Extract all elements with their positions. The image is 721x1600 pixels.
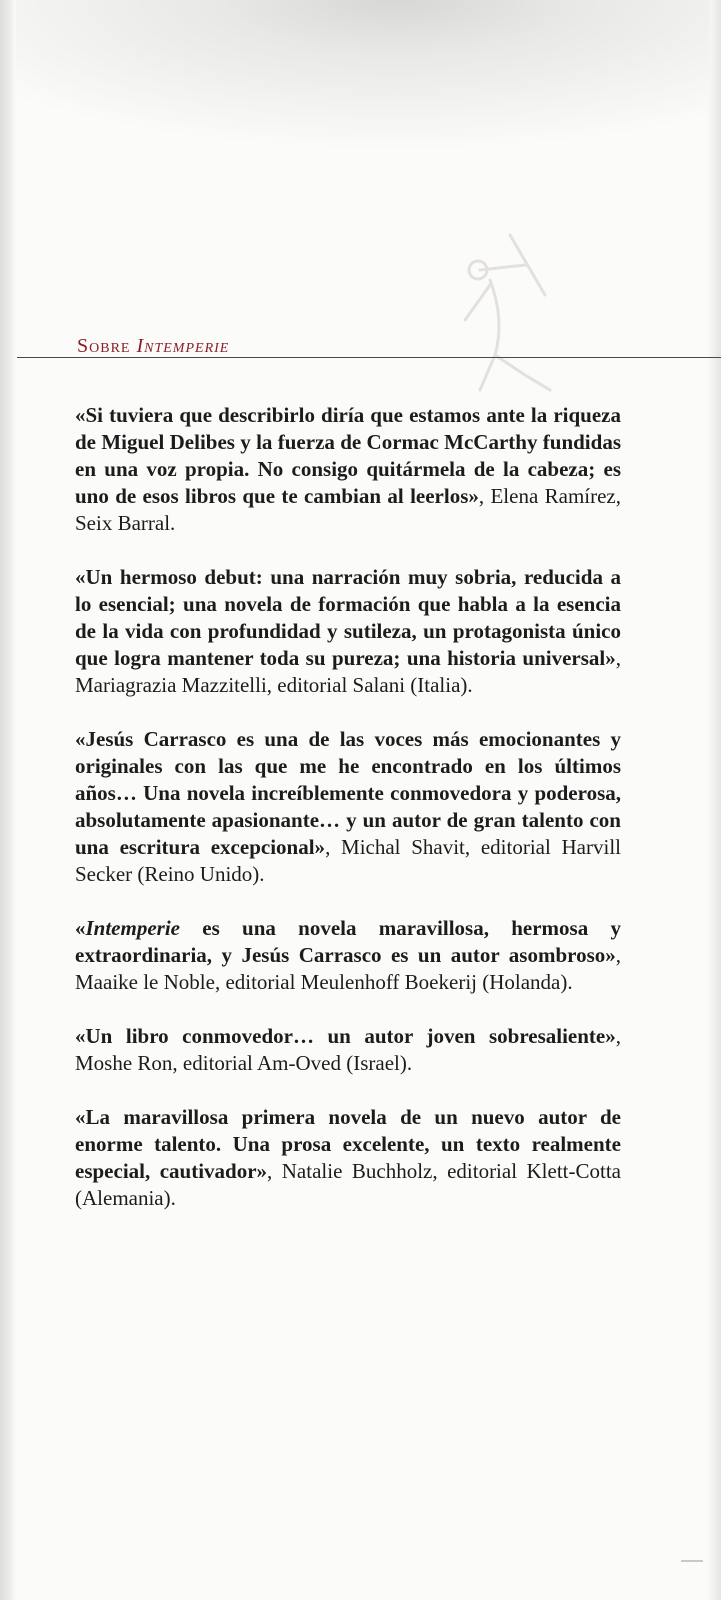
quote-text: es una novela maravillosa, hermosa y extraordinaria, y Jesús Carrasco es un autor asombroso»	[75, 916, 621, 967]
scan-left-edge	[0, 0, 16, 1600]
section-title	[77, 334, 229, 358]
quote-text: «La maravillosa primera novela de un nuevo autor de enorme talento. Una prosa excelente, un texto realmente especial, cautivador»	[75, 1105, 621, 1183]
quote-text: «Un libro conmovedor… un autor joven sobresaliente»	[75, 1024, 616, 1048]
quote-text: «Un hermoso debut: una narración muy sobria, reducida a lo esencial; una novela de formación que habla a la esencia de la vida con profundidad y sutileza, un protagonista único que logra mantener toda su pureza; una historia universal»	[75, 565, 621, 670]
quote-source: , Mariagrazia Mazzitelli, editorial Salani (Italia).	[75, 646, 621, 697]
quote-item	[75, 402, 621, 537]
quote-item	[75, 1023, 621, 1077]
heading-book-title: Intemperie	[136, 335, 230, 357]
section-divider	[17, 357, 721, 358]
quote-source: , Maaike le Noble, editorial Meulenhoff Boekerij (Holanda).	[75, 943, 621, 994]
quote-item	[75, 564, 621, 699]
quote-item	[75, 915, 621, 996]
quote-open-mark: «	[75, 916, 86, 940]
heading-prefix: Sobre	[77, 335, 131, 357]
quote-source: , Natalie Buchholz, editorial Klett-Cotta (Alemania).	[75, 1159, 622, 1210]
quote-source: , Elena Ramírez, Seix Barral.	[75, 484, 621, 535]
section-header	[17, 334, 721, 364]
quote-source: , Moshe Ron, editorial Am-Oved (Israel).	[75, 1024, 621, 1075]
quote-item	[75, 726, 621, 888]
quote-text: «Si tuviera que describirlo diría que estamos ante la riqueza de Miguel Delibes y la fuerza de Cormac McCarthy fundidas en una voz propia. No consigo quitármela de la cabeza; es uno de esos libros que te cambian al leerlos»	[75, 403, 621, 508]
scan-right-edge	[707, 0, 721, 1600]
quote-book-title: Intemperie	[85, 916, 180, 940]
quotes-list	[75, 402, 621, 1239]
scan-mark	[681, 1560, 703, 1562]
figure-watermark-icon	[450, 225, 590, 405]
quote-source: , Michal Shavit, editorial Harvill Secker (Reino Unido).	[75, 835, 622, 886]
quote-text: «Jesús Carrasco es una de las voces más emocionantes y originales con las que me he encontrado en los últimos años… Una novela increíblemente conmovedora y poderosa, absolutamente apasionante… y un autor de gran talento con una escritura excepcional»	[75, 727, 621, 859]
quote-item	[75, 1104, 621, 1212]
scan-top-shadow	[0, 0, 721, 150]
